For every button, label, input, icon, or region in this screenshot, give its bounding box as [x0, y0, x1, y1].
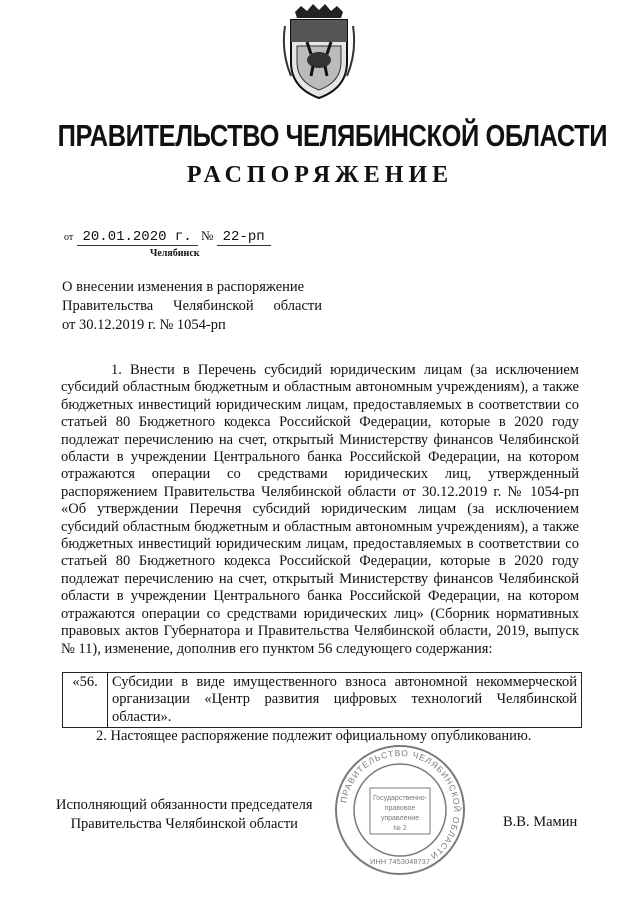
paragraph-1: 1. Внести в Перечень субсидий юридическим лицам (за исключением субсидий областным бюджетным и областным автономным учреждениям), а также бюджетных инвестиций юридическим лицам, предоставляемых в соответствии со статьей 80 Бюджетного кодекса Российской Федерации, которые в 2020 году подлежат перечислению на счет, открытый Министерству финансов Челябинской области в учреждении Центрального банка Российской Федерации, на котором отражаются операции со средствами юридических лиц, утвержденный распоряжением Правительства Челябинской области от 30.12.2019 г. № 1054-рп «Об утверждении Перечня субсидий юридическим лицам (за исключением субсидий областным бюджетным и областным автономным учреждениям), а также бюджетных инвестиций юридическим лицам, предоставляемых в соответствии со статьей 80 Бюджетного кодекса Российской Федерации, которые в 2020 году подлежат перечислению на счет, открытый Министерству финансов Челябинской области в учреждении Центрального банка Российской Федерации, на котором отражаются операции со средствами юридических лиц» (Сборник нормативных правовых актов Губернатора и Правительства Челябинской области, 2019, выпуск № 11), изменение, дополнив его пунктом 56 следующего содержания:: [61, 362, 579, 657]
official-seal-stamp: [334, 744, 466, 876]
signer-position: [56, 796, 313, 834]
subject-line: О внесении изменения в распоряжение: [62, 279, 305, 295]
table-row: [63, 673, 582, 728]
seal-inner-line: Государственно-: [372, 795, 428, 802]
subject-line: от 30.12.2019 г. № 1054-рп: [62, 317, 226, 333]
paragraph-2: 2. Настоящее распоряжение подлежит официальному опубликованию.: [96, 728, 532, 744]
signer-position-line: Правительства Челябинской области: [70, 816, 298, 832]
date-number-row: [64, 228, 271, 245]
document-date: 20.01.2020 г.: [77, 229, 198, 246]
city-label: Челябинск: [150, 248, 200, 259]
seal-inner-line: управление: [380, 815, 420, 822]
government-title: ПРАВИТЕЛЬСТВО ЧЕЛЯБИНСКОЙ ОБЛАСТИ: [57, 118, 608, 153]
document-type: РАСПОРЯЖЕНИЕ: [186, 162, 454, 188]
number-prefix: №: [200, 228, 214, 243]
subject-line: Правительства Челябинской области: [62, 298, 322, 314]
signer-position-line: Исполняющий обязанности председателя: [56, 797, 313, 813]
coat-of-arms-emblem: [281, 2, 357, 100]
document-subject: [62, 278, 322, 335]
item-number: «56.: [63, 673, 108, 728]
seal-outer-text: ПРАВИТЕЛЬСТВО ЧЕЛЯБИНСКОЙ ОБЛАСТИ: [338, 747, 463, 862]
addition-table: [62, 672, 582, 728]
seal-inner-line: правовое: [384, 805, 416, 812]
document-number: 22-рп: [217, 229, 271, 246]
document-body: [61, 362, 579, 658]
signer-name: В.В. Мамин: [503, 814, 578, 830]
item-text: Субсидии в виде имущественного взноса автономной некоммерческой организации «Центр развития цифровых технологий Челябинской области».: [108, 673, 582, 728]
seal-inn: ИНН 7453048737: [369, 857, 431, 866]
seal-inner-line: № 2: [393, 825, 407, 832]
date-prefix: от: [64, 232, 74, 243]
